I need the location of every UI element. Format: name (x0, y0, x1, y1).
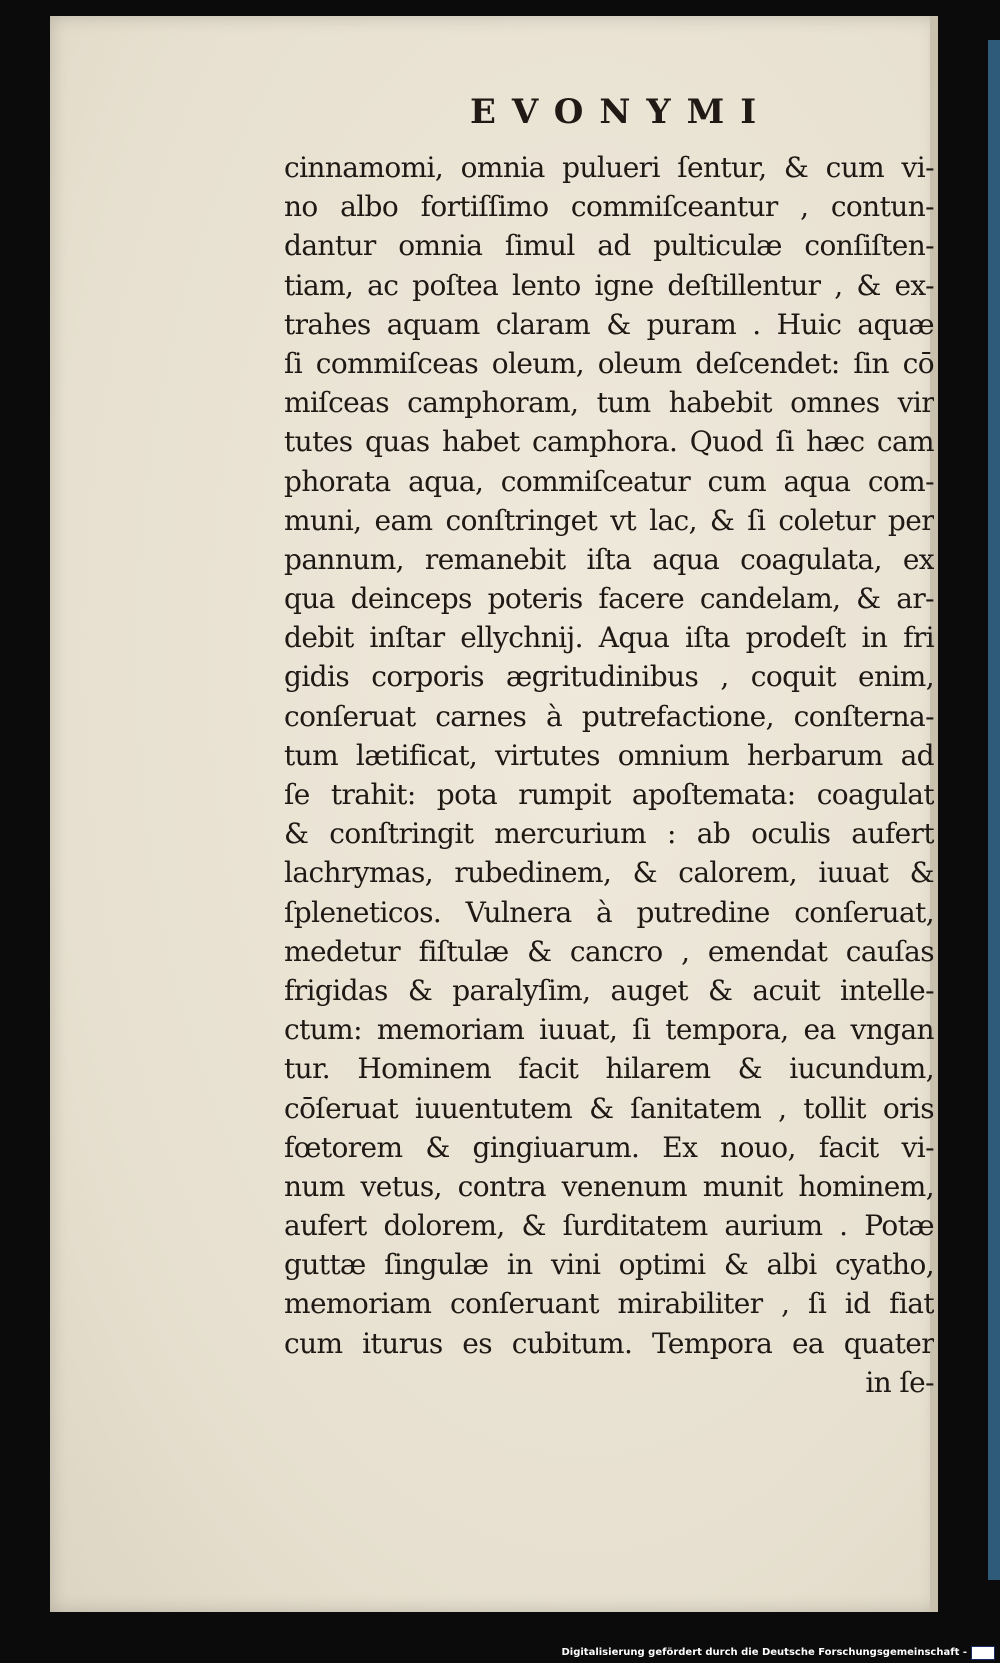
catchword: in ſe- (865, 1365, 934, 1399)
scan-edge-strip (988, 40, 1000, 1580)
running-head: EVONYMI (470, 92, 773, 132)
text-line: tutes quas habet camphora. Quod ſi hæc cam (284, 425, 934, 459)
text-line: no albo fortiſſimo commiſceantur , contun- (284, 190, 934, 224)
text-line: cum iturus es cubitum. Tempora ea quater (284, 1326, 934, 1360)
text-line: phorata aqua, commiſceatur cum aqua com- (284, 464, 934, 498)
text-line: ſpleneticos. Vulnera à putredine conſeruat, (284, 895, 934, 929)
text-line: ſi commiſceas oleum, oleum deſcendet: ſin cō (284, 346, 934, 380)
text-line: qua deinceps poteris facere candelam, & ar- (284, 582, 934, 616)
text-line: conſeruat carnes à putrefactione, conſterna- (284, 699, 934, 733)
text-line: pannum, remanebit iſta aqua coagulata, ex (284, 542, 934, 576)
text-line: muni, eam conſtringet vt lac, & ſi coletur per (284, 503, 934, 537)
text-line: lachrymas, rubedinem, & calorem, iuuat & (284, 856, 934, 890)
text-line: tiam, ac poſtea lento igne deſtillentur , & ex- (284, 268, 934, 302)
text-block (284, 148, 934, 1402)
text-line: ſe trahit: pota rumpit apoſtemata: coagulat (284, 778, 934, 811)
text-line: medetur fiſtulæ & cancro , emendat cauſas (284, 934, 934, 968)
text-line: debit inſtar ellychnij. Aqua iſta prodeſt in fri (284, 621, 934, 655)
text-line: memoriam conſeruant mirabiliter , ſi id fiat (284, 1287, 934, 1321)
text-line: miſceas camphoram, tum habebit omnes vir (284, 386, 934, 420)
text-line: gidis corporis ægritudinibus , coquit enim, (284, 660, 934, 694)
text-line: trahes aquam claram & puram . Huic aquæ (284, 307, 934, 341)
text-line: num vetus, contra venenum munit hominem, (284, 1169, 934, 1203)
digitization-credit: Digitalisierung gefördert durch die Deutsche Forschungsgemeinschaft - (561, 1647, 967, 1658)
text-line: cinnamomi, omnia pulueri ſentur, & cum vi- (284, 151, 934, 184)
text-line: dantur omnia ſimul ad pulticulæ conſiſten- (284, 229, 934, 263)
text-line: fœtorem & gingiuarum. Ex nouo, facit vi- (284, 1130, 934, 1164)
dfg-logo (971, 1646, 995, 1660)
text-line: frigidas & paralyſim, auget & acuit intelle- (284, 973, 934, 1007)
text-line: ctum: memoriam iuuat, ſi tempora, ea vngan (284, 1013, 934, 1047)
text-line: tur. Hominem facit hilarem & iucundum, (284, 1052, 934, 1086)
text-line: aufert dolorem, & ſurditatem aurium . Potæ (284, 1209, 934, 1243)
text-line: & conſtringit mercurium : ab oculis aufert (284, 817, 934, 851)
text-line: cōſeruat iuuentutem & ſanitatem , tollit oris (284, 1091, 934, 1125)
text-line: tum lætificat, virtutes omnium herbarum ad (284, 738, 934, 772)
text-line: guttæ ſingulæ in vini optimi & albi cyatho, (284, 1248, 934, 1282)
